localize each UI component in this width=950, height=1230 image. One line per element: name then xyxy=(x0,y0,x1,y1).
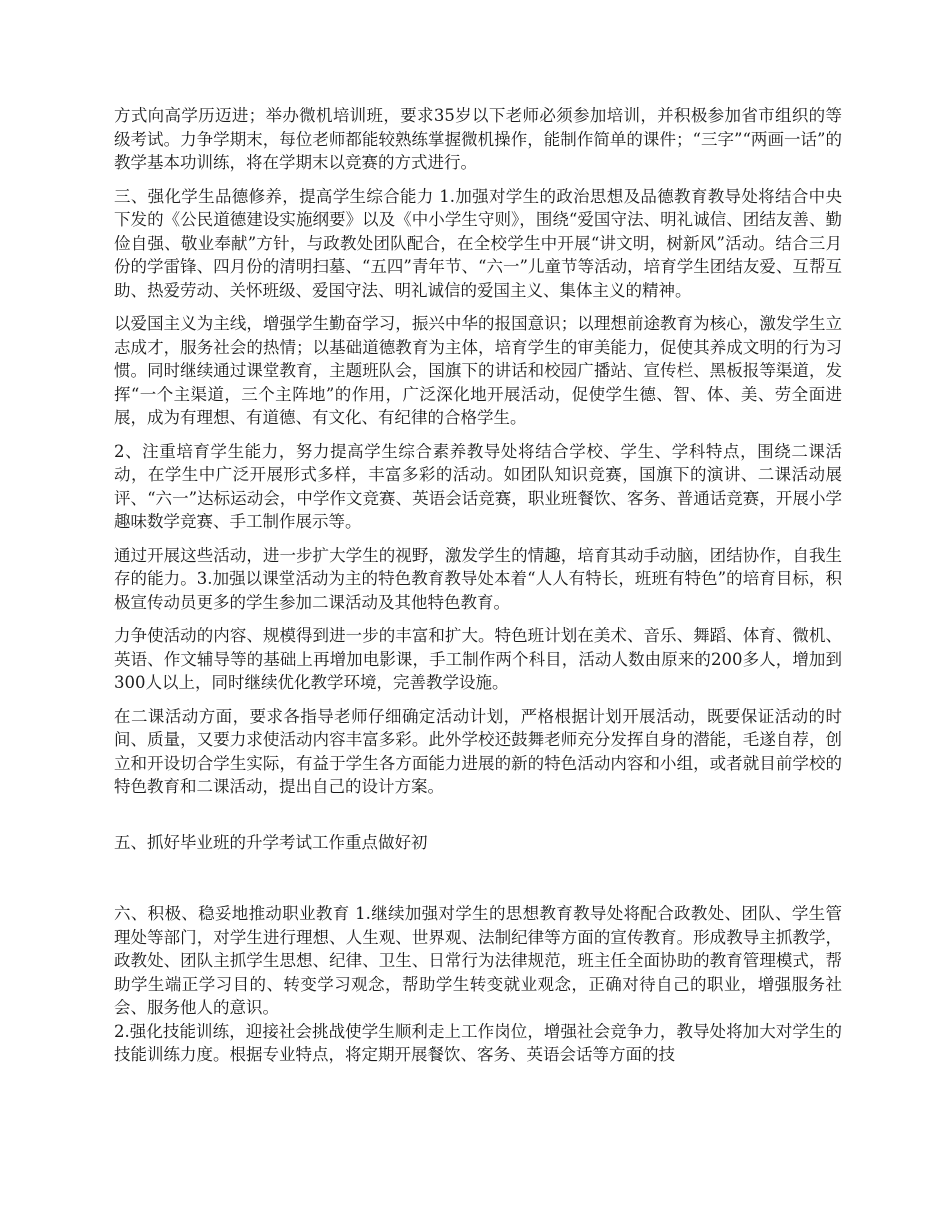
paragraph-skill-training: 2.强化技能训练，迎接社会挑战使学生顺利走上工作岗位，增强社会竞争力，教导处将加大对学生的技能训练力度。根据专业特点，将定期开展餐饮、客务、英语会话等方面的技 xyxy=(114,1021,842,1064)
paragraph-moral-education: 三、强化学生品德修养，提高学生综合能力 1.加强对学生的政治思想及品德教育教导处将结合中央下发的《公民道德建设实施纲要》以及《中小学生守则》，围绕“爱国守法、明礼诚信、团结友善、勤俭自强、敬业奉献”方针，与政教处团队配合，在全校学生中开展“讲文明，树新风”活动。结合三月份的学雷锋、四月份的清明扫墓、“五四”青年节、“六一”儿童节等活动，培育学生团结友爱、互帮互助、热爱劳动、关怀班级、爱国守法、明礼诚信的爱国主义、集体主义的精神。 xyxy=(114,186,842,300)
paragraph-activities: 通过开展这些活动，进一步扩大学生的视野，激发学生的情趣，培育其动手动脑，团结协作，自我生存的能力。3.加强以课堂活动为主的特色教育教导处本着“人人有特长，班班有特色”的培育目标，积极宣传动员更多的学生参加二课活动及其他特色教育。 xyxy=(114,545,842,612)
document-page xyxy=(114,104,842,1077)
paragraph-patriotism: 以爱国主义为主线，增强学生勤奋学习，振兴中华的报国意识；以理想前途教育为核心，激发学生立志成才，服务社会的热情；以基础道德教育为主体，培育学生的审美能力，促使其养成文明的行为习惯。同时继续通过课堂教育，主题班队会，国旗下的讲话和校园广播站、宣传栏、黑板报等渠道，发挥“一个主渠道，三个主阵地”的作用，广泛深化地开展活动，促使学生德、智、体、美、劳全面进展，成为有理想、有道德、有文化、有纪律的合格学生。 xyxy=(114,314,842,427)
paragraph-vocational-education: 六、积极、稳妥地推动职业教育 1.继续加强对学生的思想教育教导处将配合政教处、团队、学生管理处等部门，对学生进行理想、人生观、世界观、法制纪律等方面的宣传教育。形成教导主抓教学，政教处、团队主抓学生思想、纪律、卫生、日常行为法律规范，班主任全面协助的教育管理模式，帮助学生端正学习目的、转变学习观念，帮助学生转变就业观念，正确对待自己的职业，增强服务社会、服务他人的意识。 xyxy=(114,904,842,1017)
paragraph-teacher-training: 方式向高学历迈进；举办微机培训班，要求35岁以下老师必须参加培训，并积极参加省市组织的等级考试。力争学期末，每位老师都能较熟练掌握微机操作，能制作简单的课件；“三字”“两画一话”的教学基本功训练，将在学期末以竞赛的方式进行。 xyxy=(114,106,842,172)
paragraph-special-classes: 力争使活动的内容、规模得到进一步的丰富和扩大。特色班计划在美术、音乐、舞蹈、体育、微机、英语、作文辅导等的基础上再增加电影课，手工制作两个科目，活动人数由原来的200多人，增加到300人以上，同时继续优化教学环境，完善教学设施。 xyxy=(114,626,842,692)
paragraph-student-ability: 2、注重培育学生能力，努力提高学生综合素养教导处将结合学校、学生、学科特点，围绕二课活动，在学生中广泛开展形式多样，丰富多彩的活动。如团队知识竞赛，国旗下的演讲、二课活动展评、“六一”达标运动会，中学作文竞赛、英语会话竞赛，职业班餐饮、客务、普通话竞赛，开展小学趣味数学竞赛、手工制作展示等。 xyxy=(114,441,842,531)
paragraph-extracurricular: 在二课活动方面，要求各指导老师仔细确定活动计划，严格根据计划开展活动，既要保证活动的时间、质量，又要力求使活动内容丰富多彩。此外学校还鼓舞老师充分发挥自身的潜能，毛遂自荐，创立和开设切合学生实际，有益于学生各方面能力进展的新的特色活动内容和小组，或者就目前学校的特色教育和二课活动，提出自己的设计方案。 xyxy=(114,706,842,796)
heading-section-five: 五、抓好毕业班的升学考试工作重点做好初 xyxy=(114,832,428,852)
